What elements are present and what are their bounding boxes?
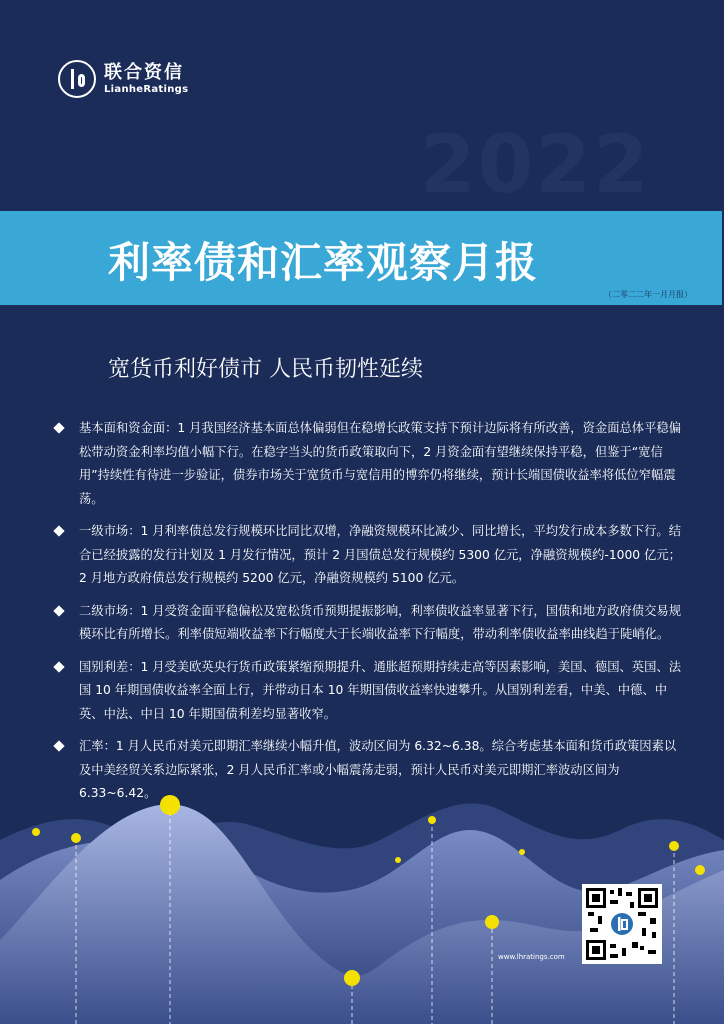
summary-item [55, 656, 685, 727]
summary-text: 基本面和资金面：1 月我国经济基本面总体偏弱但在稳增长政策支持下预计边际将有所改善，资金面总体平稳偏松带动资金利率均值小幅下行。在稳字当头的货币政策取向下，2 月资金面有望继续保持平稳，但鉴于“宽信用”持续性有待进一步验证，债券市场关于宽货币与宽信用的博弈仍将继续，预计长端国债收益率将低位窄幅震荡。 [79, 421, 681, 506]
data-point [428, 816, 436, 824]
report-title: 利率债和汇率观察月报 [108, 238, 539, 287]
data-point [695, 865, 705, 875]
brand-name-en: LianheRatings [104, 83, 189, 95]
summary-item [55, 520, 685, 591]
brand-name-cn: 联合资信 [104, 61, 184, 83]
diamond-bullet-icon [53, 422, 64, 433]
website-url: www.lhratings.com [498, 953, 565, 961]
diamond-bullet-icon [53, 661, 64, 672]
data-point [32, 828, 40, 836]
summary-text: 汇率：1 月人民币对美元即期汇率继续小幅升值，波动区间为 6.32~6.38。综合考虑基本面和货币政策因素以及中美经贸关系边际紧张，2 月人民币汇率或小幅震荡走弱，预计人民币对美元即期汇率波动区间为 6.33~6.42。 [79, 739, 677, 800]
summary-item [55, 417, 685, 511]
summary-item [55, 600, 685, 647]
data-point [160, 795, 180, 815]
data-point [395, 857, 401, 863]
report-subtitle: （二零二二年一月月报） [604, 290, 692, 299]
data-point [485, 915, 499, 929]
diamond-bullet-icon [53, 525, 64, 536]
logo-mark-icon [58, 60, 96, 98]
summary-list [55, 417, 685, 815]
report-headline: 宽货币利好债市 人民币韧性延续 [108, 357, 423, 382]
data-point [344, 970, 360, 986]
data-point [71, 833, 81, 843]
brand-logo [58, 60, 188, 98]
logo-text [104, 63, 188, 96]
diamond-bullet-icon [53, 605, 64, 616]
data-point [519, 849, 525, 855]
qr-code [582, 884, 662, 964]
summary-text: 国别利差：1 月受美欧英央行货币政策紧缩预期提升、通胀超预期持续走高等因素影响，美国、德国、英国、法国 10 年期国债收益率全面上行，并带动日本 10 年期国债收益率快速攀升。从国别利差看，中美、中德、中英、中法、中日 10 年期国债利差均显著收窄。 [79, 659, 681, 721]
summary-text: 二级市场：1 月受资金面平稳偏松及宽松货币预期提振影响，利率债收益率显著下行，国债和地方政府债交易规模环比有所增长。利率债短端收益率下行幅度大于长端收益率下行幅度，带动利率债收益率曲线趋于陡峭化。 [79, 603, 681, 641]
qr-code-icon [586, 888, 658, 960]
diamond-bullet-icon [53, 740, 64, 751]
summary-text: 一级市场：1 月利率债总发行规模环比同比双增，净融资规模环比减少、同比增长，平均发行成本多数下行。结合已经披露的发行计划及 1 月发行情况，预计 2 月国债总发行规模约 5300 亿元，净融资规模约-1000 亿元；2 月地方政府债总发行规模约 5200 亿元，净融资规模约 5100 亿元。 [79, 524, 681, 585]
watermark-year: 2022 [420, 118, 651, 211]
data-point [669, 841, 679, 851]
